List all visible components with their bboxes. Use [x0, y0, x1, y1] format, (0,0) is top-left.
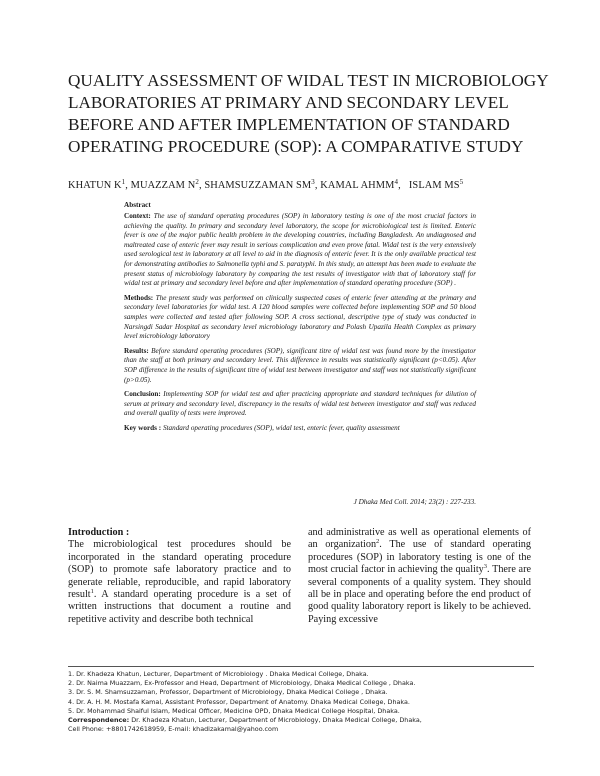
footnote-affiliation: 3. Dr. S. M. Shamsuzzaman, Professor, Department of Microbiology, Dhaka Medical College , Dhaka. [68, 688, 388, 697]
context-label: Context: [124, 212, 151, 220]
abstract-block [124, 201, 476, 438]
conclusion-text: Implementing SOP for widal test and after practicing appropriate and standard techniques for dilution of serum at primary and secondary level, discrepancy in the results of widal test between investigator and staff was reduced and overall quality of tests were improved. [124, 390, 476, 418]
footnotes [68, 670, 534, 734]
intro-right-column [308, 527, 531, 626]
results-text: Before standard operating procedures (SOP), significant titre of widal test was found more by the investigator than the staff at both primary and secondary level. This difference in results was statistically significant (p<0.05). After SOP difference in the results of significant titre of widal test between investigator and staff was not statistically significant (p>0.05). [124, 346, 476, 384]
results-label: Results: [124, 346, 149, 355]
reference-mark: 3 [483, 563, 488, 571]
correspondence [68, 716, 534, 725]
abstract-heading: Abstract [124, 201, 151, 209]
intro-text: . There are several components of a quality system. They should all be in place and operating before the end product of good quality laboratory report is likely to be achieved. Paying excessive [308, 564, 531, 625]
intro-text: and administrative as well as operational elements of an organization [308, 527, 531, 551]
correspondence-label: Correspondence: [68, 716, 130, 725]
introduction-heading: Introduction : [68, 527, 130, 538]
abstract-context [124, 212, 476, 289]
journal-citation: J Dhaka Med Coll. 2014; 23(2) : 227-233. [353, 498, 476, 506]
author-affiliation-mark: 5 [459, 178, 464, 186]
author-line: KHATUN $K^1$, MUAZZAM $N^2$, SHAMSUZZAMAN $SM^3$, KAMAL AHMM$^4$, ISLAM $MS^5$ [68, 178, 464, 191]
abstract-keywords [124, 424, 476, 434]
intro-left-column [68, 527, 291, 626]
author-name: ISLAM MS [408, 180, 460, 191]
keywords-text: Standard operating procedures (SOP), widal test, enteric fever, quality assessment [162, 423, 400, 432]
correspondence-line: Dr. Khadeza Khatun, Lecturer, Department of Microbiology, Dhaka Medical College, Dhaka, [131, 716, 422, 725]
keywords-label: Key words : [124, 423, 162, 432]
author-name: SHAMSUZZAMAN SM [204, 180, 312, 191]
abstract-methods [124, 294, 476, 342]
footnote-divider [68, 666, 534, 667]
author-name: KHATUN K [68, 180, 122, 191]
author-affiliation-mark: 4 [394, 178, 399, 186]
methods-text: The present study was performed on clinically suspected cases of enteric fever attending at the primary and secondary level laboratories for widal test. A 120 blood samples were collected before implementing SOP and 50 blood samples were collected and tested after following SOP. A cross sectional, descriptive type of study was conducted in Narsingdi Sadar Hospital as secondary level microbiology laboratory and Polash Upazila Health Complex as primary level microbiology laboratory [124, 293, 476, 341]
methods-label: Methods: [124, 293, 154, 302]
author-name: MUAZZAM N [130, 180, 196, 191]
conclusion-label: Conclusion: [124, 390, 161, 399]
reference-mark: 1 [90, 588, 94, 596]
footnote-affiliation: 2. Dr. Naima Muazzam, Ex-Professor and Head, Department of Microbiology, Dhaka Medical College , Dhaka. [68, 679, 416, 688]
author-name: KAMAL AHMM [320, 180, 395, 191]
author-affiliation-mark: 2 [195, 178, 199, 186]
abstract-conclusion [124, 390, 476, 419]
intro-text: . The use of standard operating procedures (SOP) in laboratory testing is one of the most crucial factor in achieving the quality [308, 539, 531, 576]
footnote-affiliation: 5. Dr. Mohammad Shaiful Islam, Medical Officer, Medicine OPD, Dhaka Medical College Hospital, Dhaka. [68, 706, 400, 715]
author-affiliation-mark: 3 [311, 178, 315, 186]
author-affiliation-mark: 1 [121, 178, 126, 186]
intro-text: The microbiological test procedures should be incorporated in the standard operating procedure (SOP) to promote safe laboratory practice and to generate reliable, reproducible, and rapid laboratory result [68, 539, 291, 601]
footnote-affiliation: 1. Dr. Khadeza Khatun, Lecturer, Department of Microbiology . Dhaka Medical College, Dhaka. [68, 670, 369, 678]
intro-text: . A standard operating procedure is a set of written instructions that document a routine and repetitive activity and describe both technical [68, 589, 291, 625]
context-text: The use of standard operating procedures (SOP) in laboratory testing is one of the most crucial factors in achieving the quality. In primary and secondary level laboratory, the scope for microbiological test is limited. Enteric fever is one of the major public health problem in the developing countries, including Bangladesh. An undiagnosed and maltreated case of enteric fever may result in serious complication and even prove fatal. Widal test is the very extensively used serological test in laboratory at all level to aid in the diagnosis of enteric fever. It is the only available practical test for demonstrating antibodies to Salmonella typhi and S. paratyphi. In this study, an attempt has been made to evaluate the present status of microbiology laboratory by comparing the test results of investigator with that of laboratory staff for widal test at primary and secondary level before and after implementation of standard operating procedure (SOP) . [124, 212, 476, 288]
abstract-results [124, 347, 476, 385]
reference-mark: 2 [376, 538, 380, 546]
correspondence-contact: Cell Phone: +8801742618959, E-mail: khadizakamal@yahoo.com [68, 725, 279, 734]
article-title: QUALITY ASSESSMENT OF WIDAL TEST IN MICROBIOLOGY LABORATORIES AT PRIMARY AND SECONDARY LEVEL BEFORE AND AFTER IMPLEMENTATION OF STANDARD OPERATING PROCEDURE (SOP): A COMPARATIVE STUDY [68, 71, 548, 156]
footnote-affiliation: 4. Dr. A. H. M. Mostafa Kamal, Assistant Professor, Department of Anatomy. Dhaka Medical College, Dhaka. [68, 697, 410, 706]
